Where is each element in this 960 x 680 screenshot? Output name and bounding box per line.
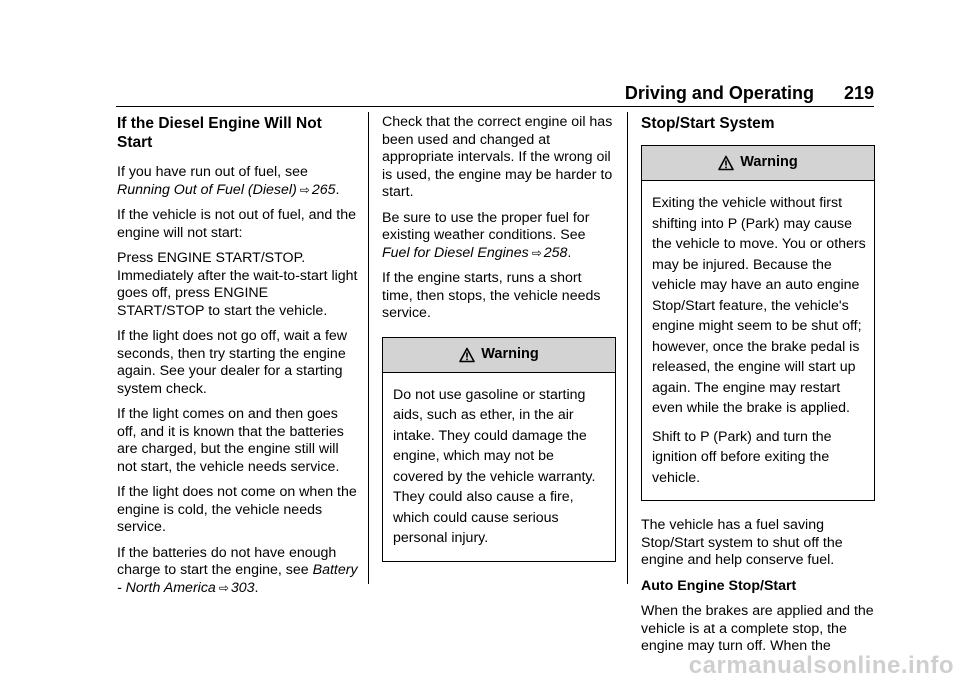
page-ref-icon: ⇨ bbox=[218, 580, 229, 595]
page-ref-number: 265 bbox=[311, 181, 336, 198]
warning-body bbox=[383, 373, 615, 561]
column-divider bbox=[368, 112, 369, 584]
column-2 bbox=[382, 114, 616, 572]
column-1 bbox=[117, 114, 359, 605]
paragraph: If the light does not come on when the engine is cold, the vehicle needs service. bbox=[117, 484, 357, 535]
warning-title: Warning bbox=[740, 154, 798, 171]
paragraph: Be sure to use the proper fuel for existing weather conditions. See Fuel for Diesel Engines ⇨ 258. bbox=[382, 209, 590, 261]
paragraph: When the brakes are applied and the vehicle is at a complete stop, the engine may turn off. When the bbox=[641, 603, 874, 654]
cross-reference-link[interactable]: Battery - North America bbox=[117, 562, 358, 596]
page-ref-icon: ⇨ bbox=[531, 245, 542, 260]
warning-title: Warning bbox=[481, 345, 539, 362]
warning-box bbox=[641, 145, 875, 501]
cross-reference-link[interactable]: Fuel for Diesel Engines bbox=[382, 244, 529, 261]
warning-text: Exiting the vehicle without first shifting into P (Park) may cause the vehicle to move. You or others may be injured. Because the vehicle may have an auto engine Stop/Start feature, the vehicle's engine might seem to be shut off; however, once the brake pedal is released, the engine will start up again. The engine may restart even while the brake is applied. bbox=[652, 195, 866, 416]
subsection-heading: Auto Engine Stop/Start bbox=[641, 577, 797, 594]
column-divider bbox=[627, 112, 628, 584]
warning-icon bbox=[459, 347, 475, 363]
warning-text: Shift to P (Park) and turn the ignition off before exiting the vehicle. bbox=[652, 428, 832, 486]
warning-text: Do not use gasoline or starting aids, such as ether, in the air intake. They could damage the engine, which may not be covered by the vehicle warranty. They could also cause a fire, which could cause serious personal injury. bbox=[393, 386, 596, 546]
watermark: carmanualsonline.info bbox=[688, 652, 954, 679]
page-ref-icon: ⇨ bbox=[299, 182, 310, 197]
paragraph: If the light does not go off, wait a few seconds, then try starting the engine again. See your dealer for a starting system check. bbox=[117, 328, 348, 397]
section-heading: Stop/Start System bbox=[641, 115, 775, 132]
page-ref-number: 303 bbox=[230, 579, 255, 596]
warning-header bbox=[383, 338, 615, 373]
page-header bbox=[625, 82, 874, 104]
section-heading: If the Diesel Engine Will Not Start bbox=[117, 115, 322, 151]
warning-header bbox=[642, 146, 874, 181]
paragraph: If you have run out of fuel, see Running Out of Fuel (Diesel) ⇨ 265. bbox=[117, 164, 340, 198]
paragraph: Check that the correct engine oil has been used and changed at appropriate intervals. If the wrong oil is used, the engine may be harder to start. bbox=[382, 114, 613, 200]
paragraph: If the vehicle is not out of fuel, and the engine will not start: bbox=[117, 207, 356, 241]
column-3 bbox=[641, 114, 875, 664]
page-number: 219 bbox=[843, 83, 874, 103]
section-title: Driving and Operating bbox=[624, 83, 814, 103]
paragraph: The vehicle has a fuel saving Stop/Start system to shut off the engine and help conserve fuel. bbox=[641, 517, 843, 568]
warning-icon bbox=[718, 155, 734, 171]
warning-body bbox=[642, 181, 874, 500]
paragraph: If the batteries do not have enough charge to start the engine, see Battery - North America ⇨ 303. bbox=[117, 544, 358, 596]
paragraph: If the light comes on and then goes off, and it is known that the batteries are charged, but the engine still will not start, the vehicle needs service. bbox=[117, 406, 344, 475]
header-rule bbox=[116, 106, 874, 107]
paragraph: Press ENGINE START/STOP. Immediately after the wait-to-start light goes off, press ENGINE START/STOP to start the vehicle. bbox=[117, 250, 358, 319]
cross-reference-link[interactable]: Running Out of Fuel (Diesel) bbox=[117, 181, 297, 198]
page-ref-number: 258 bbox=[543, 244, 568, 261]
warning-box bbox=[382, 337, 616, 562]
paragraph: If the engine starts, runs a short time, then stops, the vehicle needs service. bbox=[382, 270, 601, 321]
